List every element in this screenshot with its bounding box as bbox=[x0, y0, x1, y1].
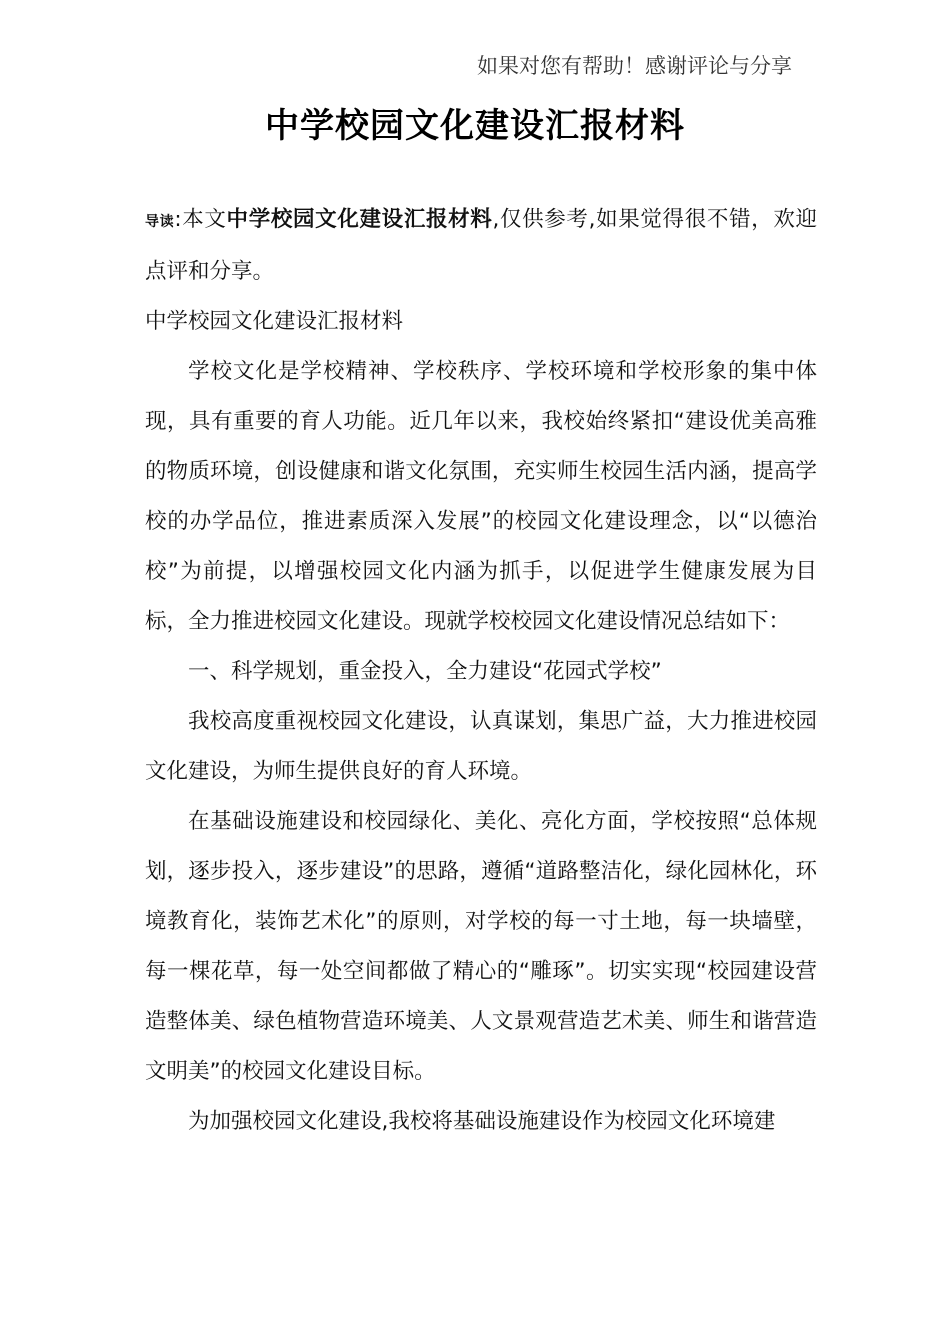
lead-emphasis: 中学校园文化建设汇报材料 bbox=[226, 207, 493, 232]
lead-prefix: :本文 bbox=[174, 207, 227, 232]
lead-suffix: ,仅供参考,如果觉得很不错，欢迎点评和分享。 bbox=[145, 207, 817, 284]
header-note: 如果对您有帮助！感谢评论与分享 bbox=[477, 54, 792, 78]
body-paragraph-2: 我校高度重视校园文化建设，认真谋划，集思广益，大力推进校园文化建设，为师生提供良好的育人环境。 bbox=[145, 709, 817, 784]
body-paragraph-1: 学校文化是学校精神、学校秩序、学校环境和学校形象的集中体现，具有重要的育人功能。近几年以来，我校始终紧扣“建设优美高雅的物质环境，创设健康和谐文化氛围，充实师生校园生活内涵，提高学校的办学品位，推进素质深入发展”的校园文化建设理念，以“以德治校”为前提，以增强校园文化内涵为抓手，以促进学生健康发展为目标，全力推进校园文化建设。现就学校校园文化建设情况总结如下： bbox=[145, 359, 817, 634]
document-title: 中学校园文化建设汇报材料 bbox=[265, 106, 685, 146]
body-paragraph-4: 为加强校园文化建设,我校将基础设施建设作为校园文化环境建 bbox=[188, 1109, 776, 1134]
document-body bbox=[145, 195, 817, 1147]
lead-paragraph bbox=[145, 195, 817, 297]
body-paragraph-3: 在基础设施建设和校园绿化、美化、亮化方面，学校按照“总体规划，逐步投入，逐步建设”的思路，遵循“道路整洁化，绿化园林化，环境教育化，装饰艺术化”的原则，对学校的每一寸土地，每一块墙壁，每一棵花草，每一处空间都做了精心的“雕琢”。切实实现“校园建设营造整体美、绿色植物营造环境美、人文景观营造艺术美、师生和谐营造文明美”的校园文化建设目标。 bbox=[145, 809, 817, 1084]
document-subtitle: 中学校园文化建设汇报材料 bbox=[145, 309, 404, 334]
lead-label: 导读 bbox=[145, 214, 175, 230]
section-heading-1: 一、科学规划，重金投入，全力建设“花园式学校” bbox=[188, 659, 662, 684]
